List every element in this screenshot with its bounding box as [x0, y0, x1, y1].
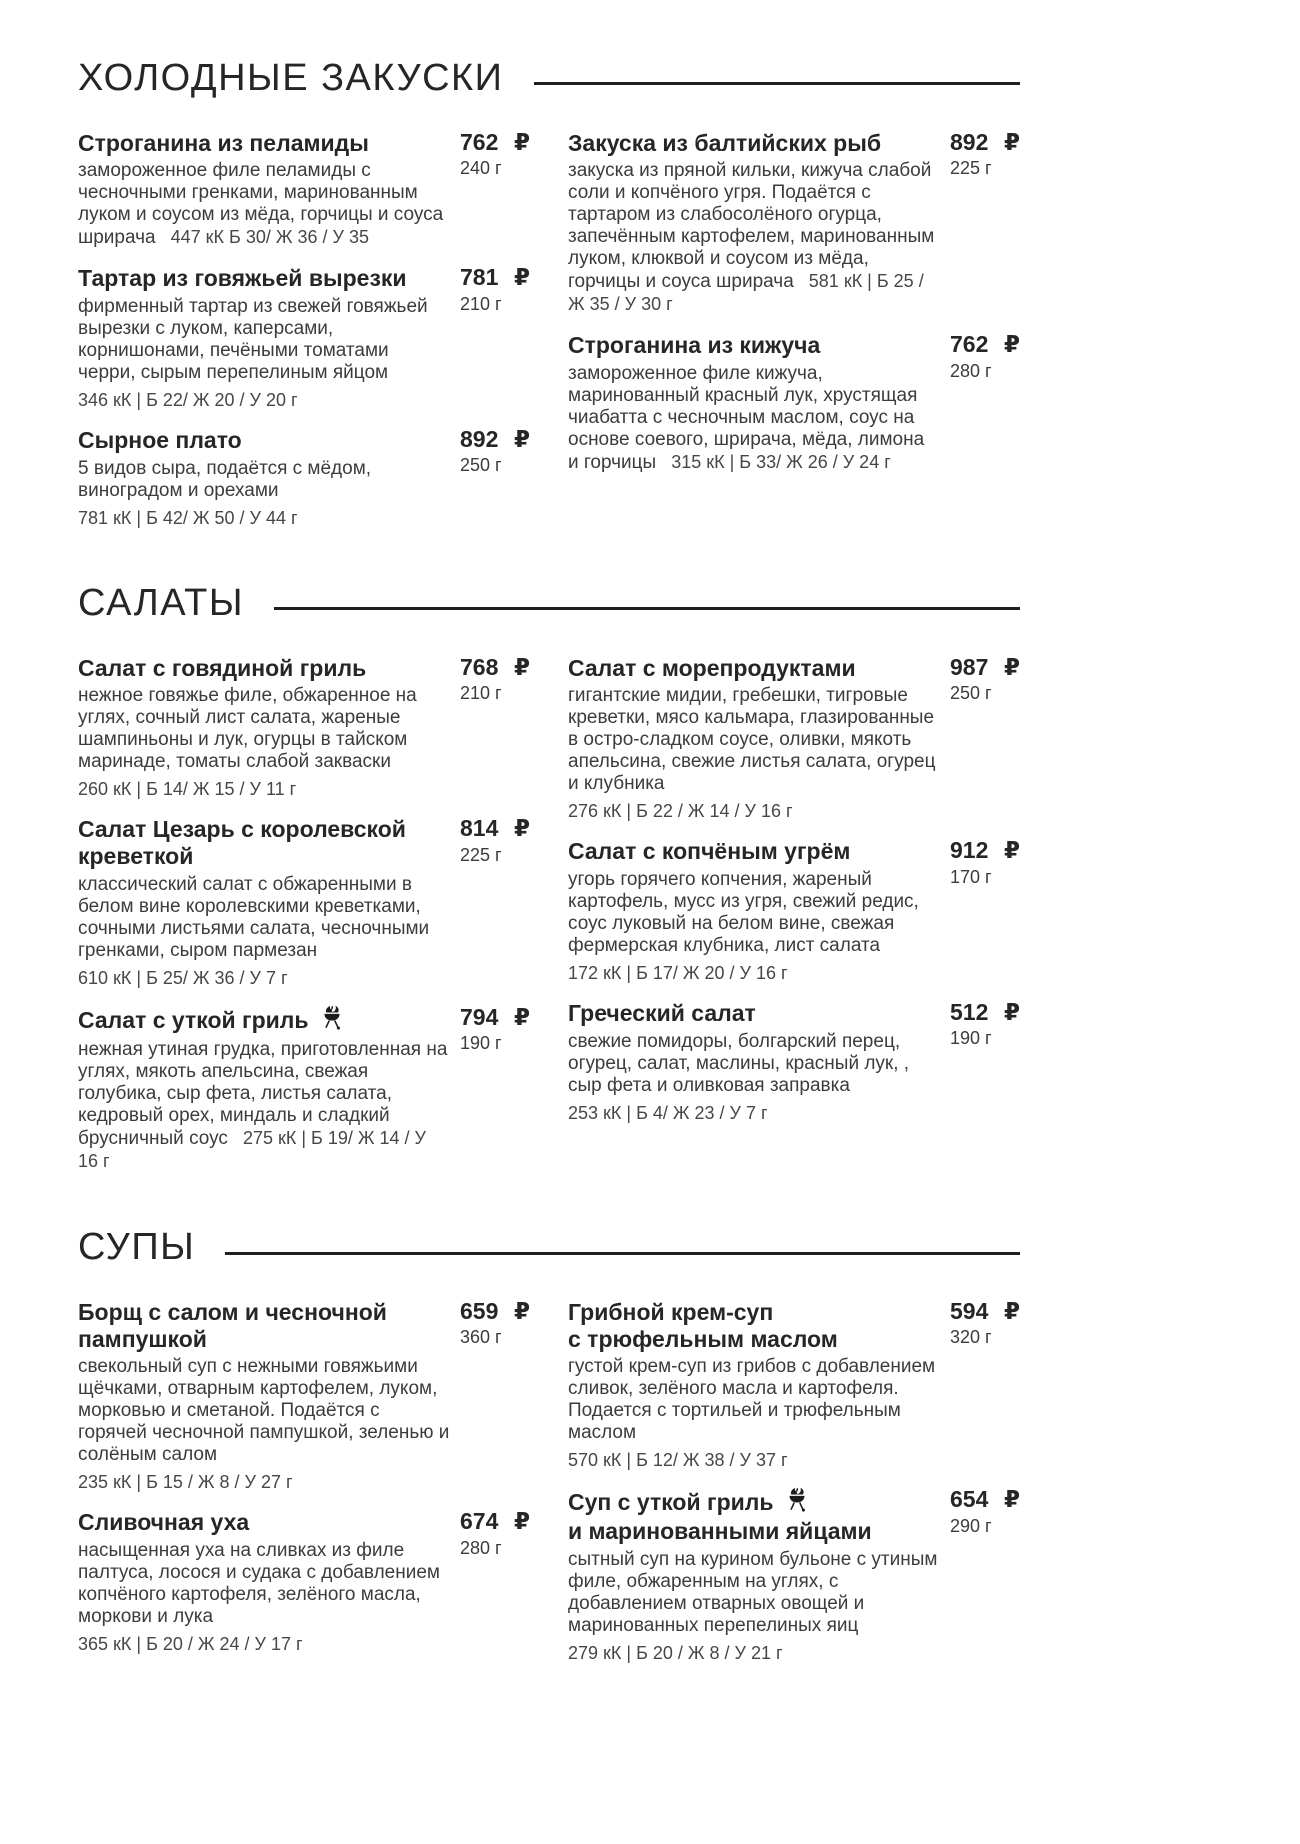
dish-name-text: Салат Цезарь с королевской — [78, 816, 406, 843]
dish-name-text: Греческий салат — [568, 999, 756, 1026]
ruble-sign: ₽ — [1003, 837, 1020, 864]
price-row — [950, 655, 1020, 680]
left-column — [78, 130, 530, 529]
dish-price: 594 — [950, 1298, 989, 1325]
menu-item — [78, 1299, 530, 1493]
dish-weight: 280 г — [460, 1537, 502, 1558]
dish-price-block — [460, 265, 530, 411]
dish-name — [78, 265, 450, 292]
price-row — [460, 655, 530, 680]
section-divider-line — [225, 1252, 1020, 1255]
menu-item — [568, 1487, 1020, 1663]
ruble-sign: ₽ — [513, 653, 530, 680]
section-soups — [78, 1227, 1020, 1663]
dish-name — [78, 130, 450, 157]
dish-info — [78, 130, 460, 250]
dish-price-block — [950, 1000, 1020, 1124]
dish-nutrition: 447 кК Б 30/ Ж 36 / У 35 — [170, 227, 369, 248]
left-column — [78, 655, 530, 1174]
dish-nutrition: 275 кК | Б 19/ Ж 14 / У 16 г — [78, 1128, 426, 1172]
dish-price: 814 — [460, 815, 499, 842]
price-row — [950, 332, 1020, 357]
dish-name-text: Суп с уткой гриль — [568, 1489, 774, 1516]
dish-weight: 210 г — [460, 682, 502, 703]
dish-info — [78, 1005, 460, 1174]
dish-description-text: нежное говяжье филе, обжаренное на углях, сочный лист салата, жареные шампиньоны и лук, огурцы в тайском маринаде, томаты слабой закваски — [78, 685, 417, 773]
ruble-sign: ₽ — [513, 1298, 530, 1325]
ruble-sign: ₽ — [1003, 653, 1020, 680]
dish-description — [78, 296, 450, 384]
menu-item — [78, 1005, 530, 1174]
menu-item — [78, 655, 530, 801]
price-row — [460, 1005, 530, 1030]
dish-description-text: угорь горячего копчения, жареный картофель, мусс из угря, свежий редис, соус луковый на белом вине, свежая фермерская клубника, лист салата — [568, 868, 919, 956]
menu-item — [568, 838, 1020, 984]
dish-info — [78, 1509, 460, 1655]
dish-price-block — [950, 1487, 1020, 1663]
dish-nutrition: 365 кК | Б 20 / Ж 24 / У 17 г — [78, 1634, 303, 1655]
price-row — [460, 1509, 530, 1534]
ruble-sign: ₽ — [1003, 1298, 1020, 1325]
dish-name — [78, 427, 450, 454]
dish-name — [568, 1299, 940, 1352]
dish-name-text: Сливочная уха — [78, 1509, 250, 1536]
dish-price: 892 — [950, 128, 989, 155]
price-row — [950, 1487, 1020, 1512]
dish-price: 987 — [950, 653, 989, 680]
price-row — [950, 130, 1020, 155]
price-row — [950, 1000, 1020, 1025]
ruble-sign: ₽ — [1003, 331, 1020, 358]
dish-price: 762 — [950, 331, 989, 358]
ruble-sign: ₽ — [1003, 998, 1020, 1025]
dish-nutrition: 610 кК | Б 25/ Ж 36 / У 7 г — [78, 967, 288, 988]
left-column — [78, 1299, 530, 1664]
dish-nutrition: 260 кК | Б 14/ Ж 15 / У 11 г — [78, 779, 297, 800]
dish-description-text: насыщенная уха на сливках из филе палтуса, лосося и судака с добавлением копчёного картофеля, зелёного масла, моркови и лука — [78, 1540, 440, 1628]
ruble-sign: ₽ — [513, 128, 530, 155]
dish-description — [568, 363, 940, 474]
dish-weight: 210 г — [460, 293, 502, 314]
dish-name — [78, 1509, 450, 1536]
dish-weight: 170 г — [950, 866, 992, 887]
section-header — [78, 1227, 1020, 1269]
dish-price: 654 — [950, 1486, 989, 1513]
dish-price: 674 — [460, 1508, 499, 1535]
price-row — [950, 1299, 1020, 1324]
dish-weight: 190 г — [950, 1028, 992, 1049]
dish-name-text: Строганина из пеламиды — [78, 129, 369, 156]
dish-weight: 250 г — [460, 455, 502, 476]
dish-nutrition: 253 кК | Б 4/ Ж 23 / У 7 г — [568, 1102, 768, 1123]
section-divider-line — [534, 82, 1021, 85]
section-divider-line — [274, 607, 1020, 610]
dish-description — [568, 160, 940, 316]
dish-info — [78, 1299, 460, 1493]
dish-description — [78, 1540, 450, 1628]
dish-name-text: Сырное плато — [78, 427, 242, 454]
section-header — [78, 583, 1020, 625]
dish-description-text: свекольный суп с нежными говяжьими щёчками, отварным картофелем, луком, морковью и сметаной. Подаётся с горячей чесночной пампушкой, зеленью и солёным салом — [78, 1356, 450, 1466]
dish-description — [568, 1549, 940, 1637]
dish-name-text: Салат с говядиной гриль — [78, 654, 367, 681]
dish-description-text: сытный суп на курином бульоне с утиным филе, обжаренным на углях, с добавлением отварных овощей и маринованных перепелиных яиц — [568, 1548, 938, 1636]
dish-description-text: 5 видов сыра, подаётся с мёдом, виноградом и орехами — [78, 457, 372, 501]
dish-nutrition: 235 кК | Б 15 / Ж 8 / У 27 г — [78, 1472, 293, 1493]
dish-name-text: Грибной крем-суп — [568, 1299, 774, 1326]
dish-nutrition: 279 кК | Б 20 / Ж 8 / У 21 г — [568, 1642, 783, 1663]
dish-description — [568, 1356, 940, 1444]
dish-name — [568, 1487, 940, 1544]
dish-name — [568, 1000, 940, 1027]
dish-name — [568, 332, 940, 359]
ruble-sign: ₽ — [513, 426, 530, 453]
price-row — [460, 265, 530, 290]
menu-item — [568, 130, 1020, 317]
section-salads — [78, 583, 1020, 1173]
right-column — [568, 655, 1020, 1174]
menu-item — [78, 265, 530, 411]
dish-name — [568, 655, 940, 682]
dish-name-line2: с трюфельным маслом — [568, 1325, 838, 1352]
dish-name-text: Салат с морепродуктами — [568, 654, 856, 681]
dish-description — [78, 874, 450, 962]
menu-item — [78, 427, 530, 529]
menu-item — [568, 1299, 1020, 1471]
dish-nutrition: 276 кК | Б 22 / Ж 14 / У 16 г — [568, 801, 793, 822]
price-row — [460, 816, 530, 841]
dish-price-block — [460, 1299, 530, 1493]
dish-price-block — [460, 655, 530, 801]
dish-price-block — [460, 130, 530, 250]
dish-price: 794 — [460, 1003, 499, 1030]
dish-description — [568, 685, 940, 795]
dish-name — [78, 1299, 450, 1352]
dish-description-text: густой крем-суп из грибов с добавлением сливок, зелёного масла и картофеля. Подается с тортильей и трюфельным маслом — [568, 1356, 936, 1444]
dish-nutrition: 570 кК | Б 12/ Ж 38 / У 37 г — [568, 1450, 788, 1471]
dish-price-block — [950, 130, 1020, 317]
dish-name-line2: пампушкой — [78, 1325, 207, 1352]
dish-name — [78, 816, 450, 869]
dish-description — [568, 869, 940, 957]
ruble-sign: ₽ — [513, 1508, 530, 1535]
ruble-sign: ₽ — [513, 815, 530, 842]
dish-info — [78, 427, 460, 529]
dish-name-text: Салат с уткой гриль — [78, 1006, 309, 1033]
dish-description-text: гигантские мидии, гребешки, тигровые креветки, мясо кальмара, глазированные в остро-сладком соусе, оливки, мякоть апельсина, свежие листья салата, огурец и клубника — [568, 685, 936, 795]
dish-price-block — [950, 332, 1020, 474]
dish-price-block — [460, 816, 530, 988]
dish-info — [568, 655, 950, 823]
dish-info — [568, 130, 950, 317]
menu-item — [78, 816, 530, 988]
right-column — [568, 130, 1020, 529]
dish-info — [568, 1487, 950, 1663]
dish-nutrition: 346 кК | Б 22/ Ж 20 / У 20 г — [78, 390, 298, 411]
ruble-sign: ₽ — [1003, 1486, 1020, 1513]
dish-info — [568, 332, 950, 474]
dish-name-text: Строганина из кижуча — [568, 332, 821, 359]
dish-description-text: классический салат с обжаренными в белом вине королевскими креветками, сочными листьями салата, чесночными гренками, сыром пармезан — [78, 873, 430, 961]
dish-name-text: Закуска из балтийских рыб — [568, 129, 882, 156]
dish-nutrition: 172 кК | Б 17/ Ж 20 / У 16 г — [568, 962, 788, 983]
dish-name-text: Борщ с салом и чесночной — [78, 1299, 387, 1326]
dish-name-text: Тартар из говяжьей вырезки — [78, 265, 407, 292]
dish-description-text: нежная утиная грудка, приготовленная на углях, мякоть апельсина, свежая голубика, сыр фета, листья салата, кедровый орех, миндаль и сладкий брусничный соус — [78, 1039, 448, 1150]
dish-price-block — [950, 838, 1020, 984]
section-title: САЛАТЫ — [78, 581, 244, 624]
menu-item — [78, 1509, 530, 1655]
dish-weight: 190 г — [460, 1032, 502, 1053]
menu-item — [568, 1000, 1020, 1124]
menu-item — [78, 130, 530, 250]
dish-price: 892 — [460, 426, 499, 453]
dish-weight: 360 г — [460, 1327, 502, 1348]
section-title: ХОЛОДНЫЕ ЗАКУСКИ — [78, 57, 504, 99]
dish-name-text: Салат с копчёным угрём — [568, 838, 851, 865]
dish-name-line2: и маринованными яйцами — [568, 1518, 872, 1545]
dish-nutrition: 581 кК | Б 25 / Ж 35 / У 30 г — [568, 271, 924, 315]
ruble-sign: ₽ — [513, 1003, 530, 1030]
dish-name — [568, 130, 940, 157]
dish-description — [78, 685, 450, 773]
grill-icon — [786, 1487, 808, 1518]
dish-description — [568, 1031, 940, 1097]
dish-weight: 240 г — [460, 158, 502, 179]
dish-nutrition: 781 кК | Б 42/ Ж 50 / У 44 г — [78, 507, 298, 528]
dish-info — [78, 655, 460, 801]
dish-price-block — [460, 1509, 530, 1655]
dish-description — [78, 1039, 450, 1173]
dish-weight: 250 г — [950, 682, 992, 703]
dish-description-text: фирменный тартар из свежей говяжьей вырезки с луком, каперсами, корнишонами, печёными томатами черри, сырым перепелиным яйцом — [78, 296, 428, 384]
ruble-sign: ₽ — [513, 264, 530, 291]
dish-name — [568, 838, 940, 865]
dish-price: 781 — [460, 264, 499, 291]
dish-weight: 225 г — [950, 158, 992, 179]
dish-description-text: замороженное филе пеламиды с чесночными гренками, маринованным луком и соусом из мёда, горчицы и соуса шрирача — [78, 160, 444, 249]
price-row — [460, 427, 530, 452]
dish-info — [78, 265, 460, 411]
section-cold-appetizers — [78, 58, 1020, 529]
dish-nutrition: 315 кК | Б 33/ Ж 26 / У 24 г — [671, 452, 891, 473]
dish-price-block — [460, 427, 530, 529]
dish-description — [78, 1356, 450, 1466]
dish-price: 512 — [950, 998, 989, 1025]
dish-description-text: закуска из пряной кильки, кижуча слабой соли и копчёного угря. Подаётся с тартаром из слабосолёного огурца, запечённым картофелем, маринованным луком, клюквой и соусом из мёда, горчицы и соуса шрирача — [568, 160, 935, 293]
dish-description — [78, 160, 450, 249]
dish-weight: 290 г — [950, 1515, 992, 1536]
dish-price: 912 — [950, 837, 989, 864]
dish-price: 762 — [460, 128, 499, 155]
ruble-sign: ₽ — [1003, 128, 1020, 155]
dish-name — [78, 655, 450, 682]
price-row — [460, 1299, 530, 1324]
dish-description-text: свежие помидоры, болгарский перец, огурец, салат, маслины, красный лук, , сыр фета и оливковая заправка — [568, 1030, 910, 1096]
dish-description-text: замороженное филе кижуча, маринованный красный лук, хрустящая чиабатта с чесночным маслом, соус на основе соевого, шрирача, мёда, лимона и горчицы — [568, 363, 925, 474]
dish-weight: 280 г — [950, 360, 992, 381]
price-row — [460, 130, 530, 155]
dish-info — [78, 816, 460, 988]
dish-price: 659 — [460, 1298, 499, 1325]
dish-description — [78, 458, 450, 502]
menu-item — [568, 332, 1020, 474]
menu-item — [568, 655, 1020, 823]
section-columns — [78, 1299, 1020, 1664]
price-row — [950, 838, 1020, 863]
dish-weight: 320 г — [950, 1327, 992, 1348]
section-header — [78, 58, 1020, 100]
dish-price: 768 — [460, 653, 499, 680]
section-columns — [78, 655, 1020, 1174]
dish-price-block — [460, 1005, 530, 1174]
dish-price-block — [950, 1299, 1020, 1471]
dish-info — [568, 838, 950, 984]
dish-price-block — [950, 655, 1020, 823]
dish-info — [568, 1299, 950, 1471]
right-column — [568, 1299, 1020, 1664]
dish-weight: 225 г — [460, 844, 502, 865]
section-columns — [78, 130, 1020, 529]
dish-name-line2: креветкой — [78, 842, 194, 869]
section-title: СУПЫ — [78, 1226, 196, 1269]
dish-name — [78, 1005, 450, 1036]
grill-icon — [321, 1005, 343, 1036]
dish-info — [568, 1000, 950, 1124]
